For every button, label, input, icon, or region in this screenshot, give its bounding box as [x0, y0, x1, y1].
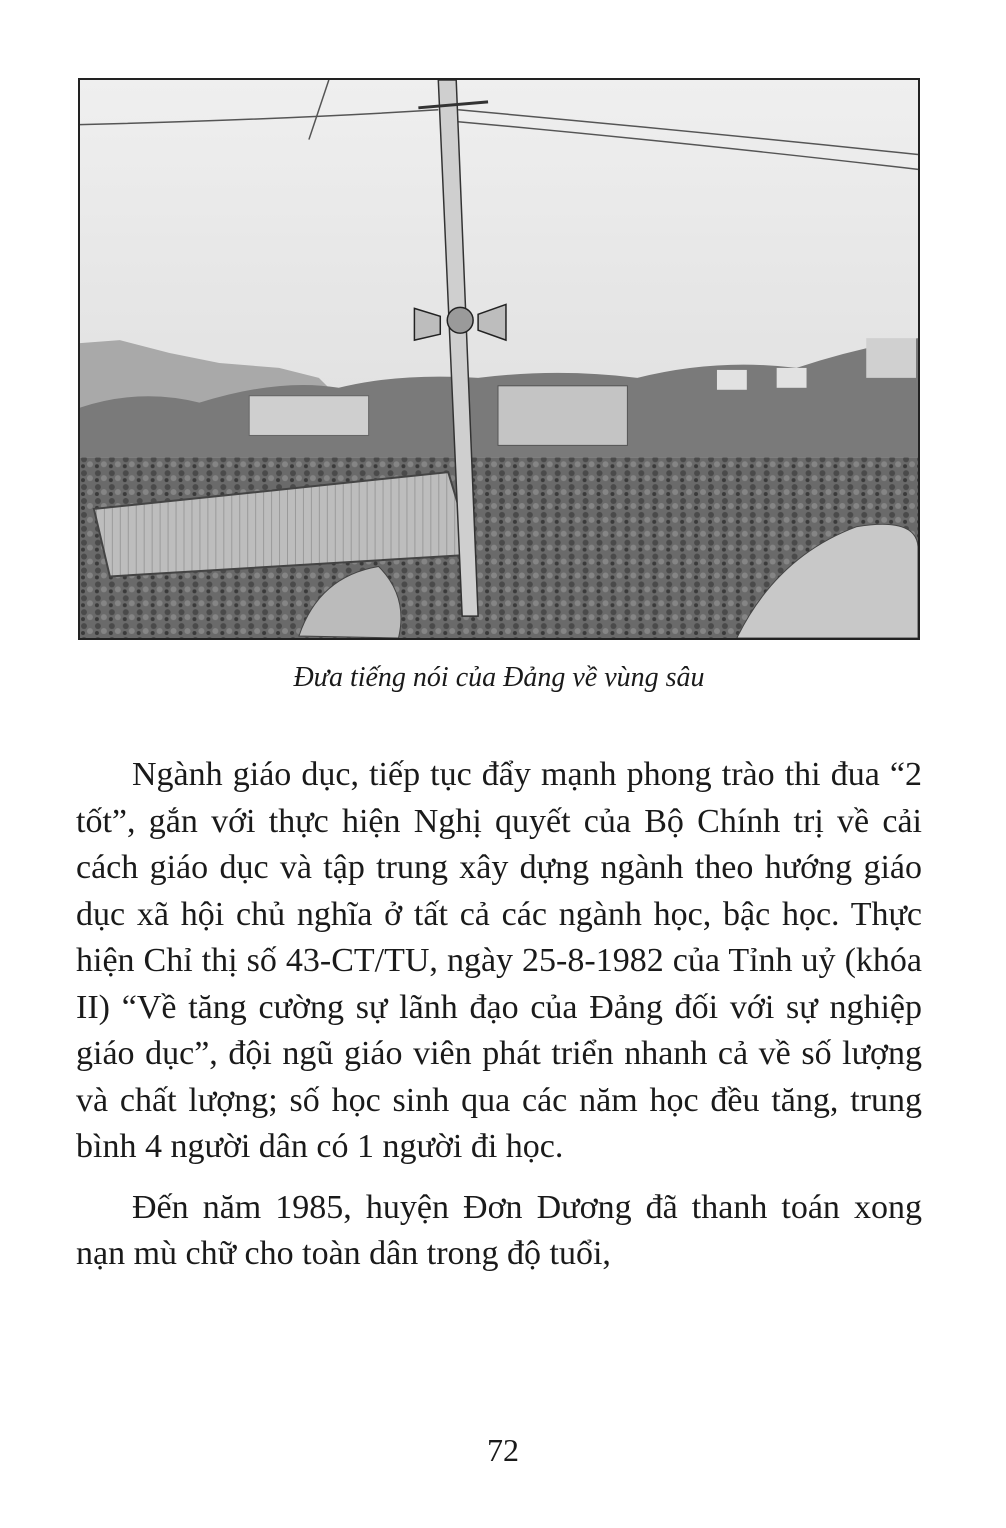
paragraph: Ngành giáo dục, tiếp tục đẩy mạnh phong trào thi đua “2 tốt”, gắn với thực hiện Nghị quyết của Bộ Chính trị về cải cách giáo dục và tập trung xây dựng ngành theo hướng giáo dục xã hội chủ nghĩa ở tất cả các ngành học, bậc học. Thực hiện Chỉ thị số 43-CT/TU, ngày 25-8-1982 của Tỉnh uỷ (khóa II) “Về tăng cường sự lãnh đạo của Đảng đối với sự nghiệp giáo dục”, đội ngũ giáo viên phát triển nhanh cả về số lượng và chất lượng; số học sinh qua các năm học đều tăng, trung bình 4 người dân có 1 người đi học. [76, 756, 922, 1165]
page-number: 72 [487, 1432, 519, 1468]
figure-caption: Đưa tiếng nói của Đảng về vùng sâu [293, 662, 705, 693]
village-loudspeaker-photo [78, 78, 920, 640]
body-text [76, 752, 922, 1278]
photo-illustration [80, 80, 918, 638]
paragraph: Đến năm 1985, huyện Đơn Dương đã thanh toán xong nạn mù chữ cho toàn dân trong độ tuổi, [76, 1188, 922, 1272]
